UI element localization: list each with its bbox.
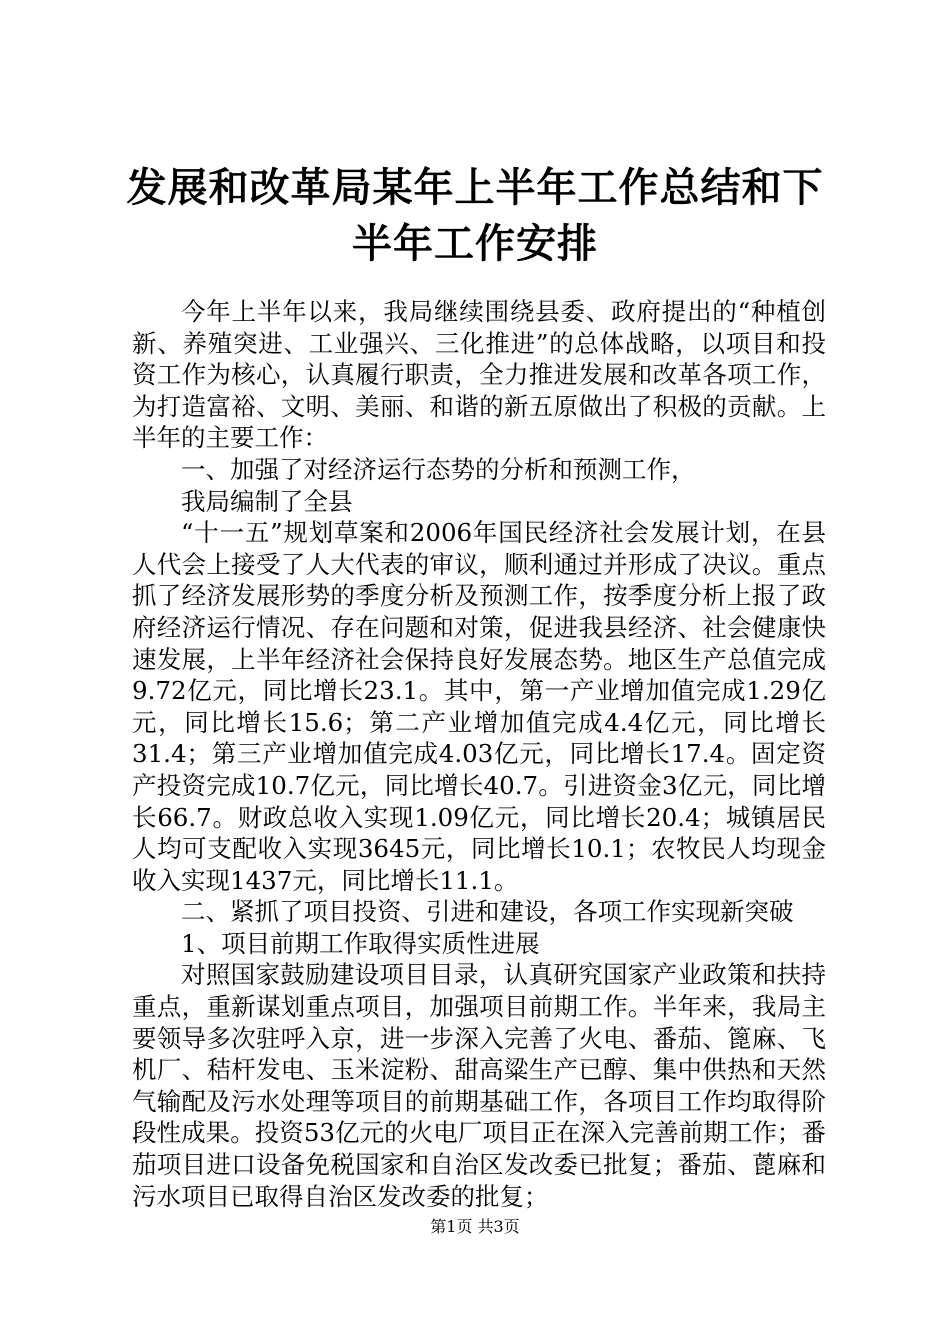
page-footer: 第1页 共3页: [430, 1217, 520, 1236]
document-title: 发展和改革局某年上半年工作总结和下半年工作安排: [126, 164, 824, 267]
heading-subsection-1: 1、项目前期工作取得实质性进展: [181, 928, 540, 958]
heading-section-2: 二、紧抓了项目投资、引进和建设，各项工作实现新突破: [181, 897, 794, 927]
paragraph-projects: 对照国家鼓励建设项目目录，认真研究国家产业政策和扶持重点，重新谋划重点项目，加强项目前期工作。半年来，我局主要领导多次驻呼入京，进一步深入完善了火电、番茄、篦麻、飞机厂、秸杆发电、玉米淀粉、甜高粱生产已醇、集中供热和天然气输配及污水处理等项目的前期基础工作，各项目工作均取得阶段性成果。投资53亿元的火电厂项目正在深入完善前期工作；番茄项目进口设备免税国家和自治区发改委已批复；番茄、蓖麻和污水项目已取得自治区发改委的批复；: [132, 960, 826, 1211]
paragraph-intro: 今年上半年以来，我局继续围绕县委、政府提出的“种植创新、养殖突进、工业强兴、三化推进”的总体战略，以项目和投资工作为核心，认真履行职责，全力推进发展和改革各项工作，为打造富裕、文明、美丽、和谐的新五原做出了积极的贡献。上半年的主要工作：: [132, 297, 826, 453]
heading-section-1: 一、加强了对经济运行态势的分析和预测工作，: [181, 454, 696, 484]
paragraph-line: 我局编制了全县: [181, 486, 353, 516]
document-body: [132, 296, 826, 1212]
paragraph-economic-data: “十一五”规划草案和2006年国民经济社会发展计划，在县人代会上接受了人大代表的审议，顺利通过并形成了决议。重点抓了经济发展形势的季度分析及预测工作，按季度分析上报了政府经济运行情况、存在问题和对策，促进我县经济、社会健康快速发展，上半年经济社会保持良好发展态势。地区生产总值完成9.72亿元，同比增长23.1。其中，第一产业增加值完成1.29亿元，同比增长15.6；第二产业增加值完成4.4亿元，同比增长31.4；第三产业增加值完成4.03亿元，同比增长17.4。固定资产投资完成10.7亿元，同比增长40.7。引进资金3亿元，同比增长66.7。财政总收入实现1.09亿元，同比增长20.4；城镇居民人均可支配收入实现3645元，同比增长10.1；农牧民人均现金收入实现1437元，同比增长11.1。: [132, 518, 826, 895]
